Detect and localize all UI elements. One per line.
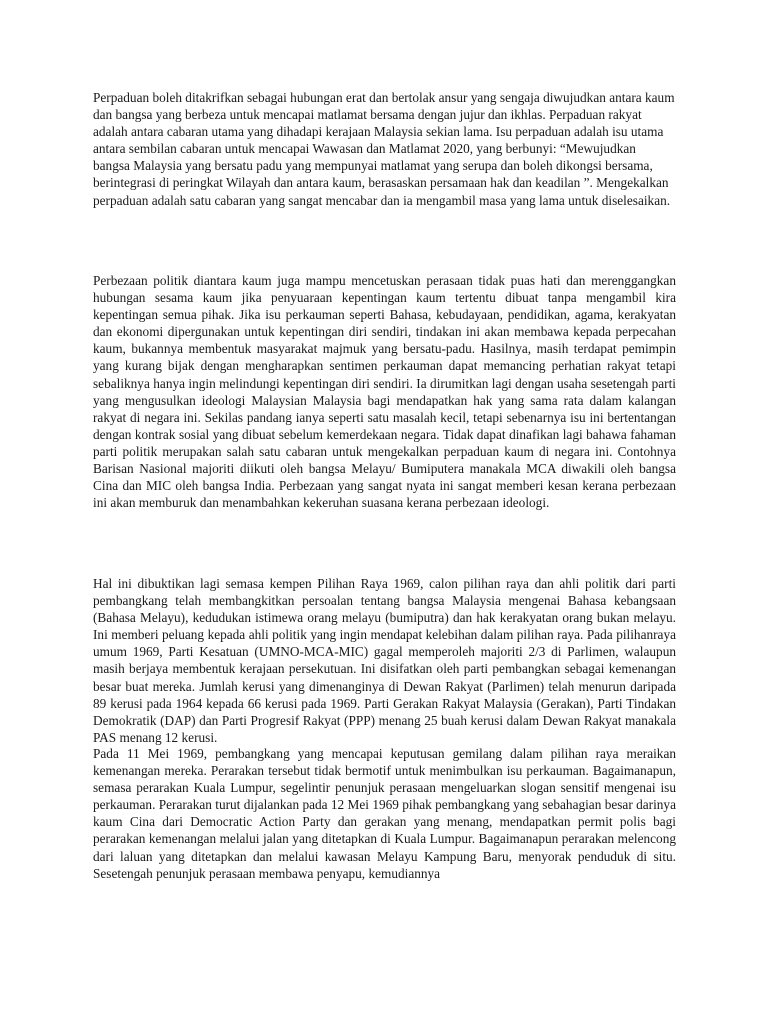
paragraph-political-differences: Perbezaan politik diantara kaum juga mampu mencetuskan perasaan tidak puas hati dan merenggangkan hubungan sesama kaum jika penyuaraan kepentingan kaum tertentu dibuat tanpa mengambil kira kepentingan semua pihak. Jika isu perkauman seperti Bahasa, kebudayaan, pendidikan, agama, kerakyatan dan ekonomi dipergunakan untuk kepentingan diri sendiri, tindakan ini akan membawa kepada perpecahan kaum, bukannya membentuk masyarakat majmuk yang bersatu-padu. Hasilnya, masih terdapat pemimpin yang kurang bijak dengan mengharapkan sentimen perkauman dapat memancing perhatian rakyat tetapi sebaliknya hanya ingin melindungi kepentingan diri sendiri. Ia dirumitkan lagi dengan usaha sesetengah parti yang mengusulkan ideologi Malaysian Malaysia bagi mendapatkan hak yang sama rata dalam kalangan rakyat di negara ini. Sekilas pandang ianya seperti satu masalah kecil, tetapi sebenarnya isu ini bertentangan dengan kontrak sosial yang dibuat sebelum kemerdekaan negara. Tidak dapat dinafikan lagi bahawa fahaman parti politik merupakan salah satu cabaran untuk mengekalkan perpaduan kaum di negara ini. Contohnya Barisan Nasional majoriti diikuti oleh bangsa Melayu/ Bumiputera manakala MCA diwakili oleh bangsa Cina dan MIC oleh bangsa India. Perbezaan yang sangat nyata ini sangat memberi kesan kerana perbezaan ini akan memburuk dan menambahkan kekeruhan suasana kerana perbezaan ideologi. <box>93 273 676 511</box>
paragraph-perpaduan-definition: Perpaduan boleh ditakrifkan sebagai hubungan erat dan bertolak ansur yang sengaja diwujudkan antara kaum dan bangsa yang berbeza untuk mencapai matlamat bersama dengan jujur dan ikhlas. Perpaduan rakyat adalah antara cabaran utama yang dihadapi kerajaan Malaysia sekian lama. Isu perpaduan adalah isu utama antara sembilan cabaran untuk mencapai Wawasan dan Matlamat 2020, yang berbunyi: “Mewujudkan bangsa Malaysia yang bersatu padu yang mempunyai matlamat yang serupa dan boleh dikongsi bersama, berintegrasi di peringkat Wilayah dan antara kaum, berasaskan persamaan hak dan keadilan ”. Mengekalkan perpaduan adalah satu cabaran yang sangat mencabar dan ia mengambil masa yang lama untuk diselesaikan. <box>93 90 675 208</box>
paragraph-election-1969: Hal ini dibuktikan lagi semasa kempen Pilihan Raya 1969, calon pilihan raya dan ahli politik dari parti pembangkang telah membangkitkan persoalan tentang bangsa Malaysia mengenai Bahasa kebangsaan (Bahasa Melayu), kedudukan istimewa orang melayu (bumiputra) dan hak kerakyatan orang bukan melayu. Ini memberi peluang kepada ahli politik yang ingin mendapat kelebihan dalam pilihan raya. Pada pilihanraya umum 1969, Parti Kesatuan (UMNO-MCA-MIC) gagal memperoleh majoriti 2/3 di Parlimen, walaupun masih berjaya membentuk kerajaan persekutuan. Ini disifatkan oleh parti pembangkan sebagai kemenangan besar buat mereka. Jumlah kerusi yang dimenanginya di Dewan Rakyat (Parlimen) telah menurun daripada 89 kerusi pada 1964 kepada 66 kerusi pada 1969. Parti Gerakan Rakyat Malaysia (Gerakan), Parti Tindakan Demokratik (DAP) dan Parti Progresif Rakyat (PPP) menang 25 buah kerusi dalam Dewan Rakyat manakala PAS menang 12 kerusi. <box>93 576 676 745</box>
paragraph-may-11-1969: Pada 11 Mei 1969, pembangkang yang mencapai keputusan gemilang dalam pilihan raya meraikan kemenangan mereka. Perarakan tersebut tidak bermotif untuk menimbulkan isu perkauman. Bagaimanapun, semasa perarakan Kuala Lumpur, segelintir penunjuk perasaan mengeluarkan slogan sensitif mengenai isu perkauman. Perarakan turut dijalankan pada 12 Mei 1969 pihak pembangkang yang sebahagian besar darinya kaum Cina dari Democratic Action Party dan gerakan yang menang, mendapatkan permit polis bagi perarakan kemenangan melalui jalan yang ditetapkan di Kuala Lumpur. Bagaimanapun perarakan melencong dari laluan yang ditetapkan dan melalui kawasan Melayu Kampung Baru, menyorak penduduk di situ. Sesetengah penunjuk perasaan membawa penyapu, kemudiannya <box>93 746 676 881</box>
